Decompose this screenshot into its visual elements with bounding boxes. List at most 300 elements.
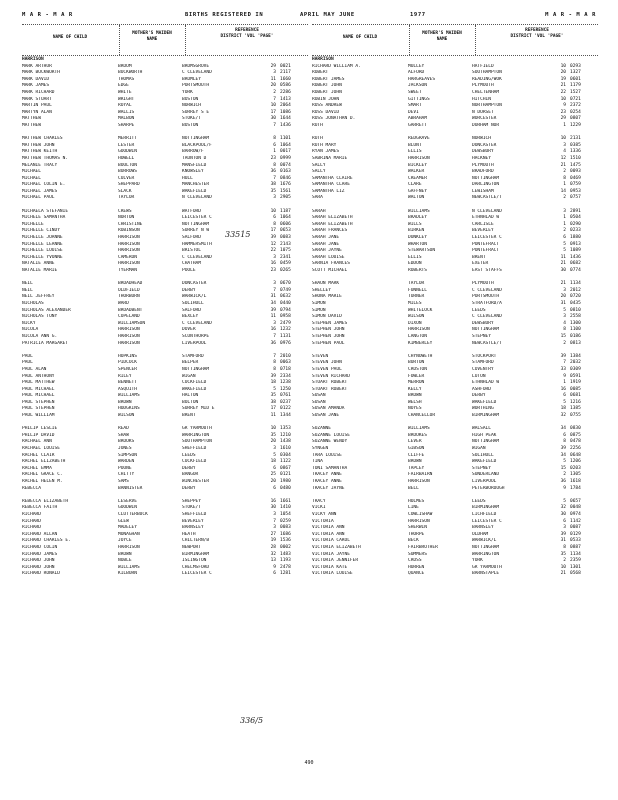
mothers-maiden-name: CREAMER [408,175,427,181]
header-year: 1977 [410,12,426,18]
child-name: SALLY [312,169,326,175]
mothers-maiden-name: NOBLE [118,558,132,564]
volume: 5 [273,452,276,458]
page: 1101 [280,136,291,142]
entry-row [22,472,312,479]
mothers-maiden-name: WILSON [118,413,135,419]
district: GR YARMOUTH [472,564,502,570]
page: 2010 [280,353,291,359]
entry-row [312,512,602,519]
district: ISLINGTON [182,558,207,564]
mothers-maiden-name: EDGE [118,83,129,89]
page: 0504 [570,215,581,221]
volume: 34 [560,452,566,458]
child-name: PHILIP LESLIE [22,426,58,432]
district: DERBY [182,287,196,293]
entry-row [22,70,312,77]
child-name: SARNIA FRANCES [312,261,350,267]
child-name: SAMANTHA LIZ [312,188,345,194]
entry-row [22,83,312,90]
district: COVENTRY [472,366,494,372]
page: 1384 [570,353,581,359]
page: 0017 [280,149,291,155]
district: DARLINGTON [472,182,500,188]
page: 1618 [570,479,581,484]
page: 0186 [570,333,581,339]
volume: 7 [273,353,276,359]
page: 0632 [280,294,291,300]
page: 2372 [570,103,581,109]
row-spacer [22,275,312,282]
volume: 3 [273,195,276,201]
page: 0670 [280,281,291,287]
volume: 7 [273,96,276,102]
mothers-maiden-name: HARRISON [118,248,140,254]
child-name: MICHAEL PAUL [22,195,55,201]
district: READING/WOK [472,76,502,82]
mothers-maiden-name: MULLEY [408,63,425,69]
volume: 18 [270,459,276,465]
child-name: RICHARD [22,518,41,524]
child-name: SUSAN [312,399,326,405]
page: 0087 [570,525,581,531]
mothers-maiden-name: HARRISON [118,544,140,550]
volume: 6 [563,432,566,438]
district: LEICESTER C [472,518,502,524]
page: 2032 [570,360,581,366]
district: YORK [472,558,483,564]
mothers-maiden-name: READ [118,426,129,432]
mothers-maiden-name: MERRITT [118,136,137,142]
mothers-maiden-name: ABRAHAM [408,116,427,122]
district: BEVERLEY [182,518,204,524]
mothers-maiden-name: KELLY [408,386,422,392]
child-name: SAMANTHA CLAIRE [312,175,353,181]
page: 0533 [570,538,581,544]
mothers-maiden-name: BANNISTER [118,485,143,491]
page: 1660 [280,76,291,82]
surname: HARRISON [22,57,44,62]
volume: 8 [563,327,566,333]
mothers-maiden-name: BROOM [118,63,132,69]
volume: 23 [560,109,566,115]
entry-row [312,314,602,321]
mothers-maiden-name: CHANCELLOR [408,413,436,419]
mothers-maiden-name: FOWLER [408,373,425,379]
child-name: SARAH ELIZABETH [312,221,353,227]
child-name: TRACEY ANNE [312,472,342,478]
district: EXETER [472,261,489,267]
page: 0657 [570,498,581,504]
volume: 1 [563,182,566,188]
volume: 3 [273,320,276,326]
district: BARNSLEY [182,525,204,531]
mothers-maiden-name: WHARTON [408,241,427,247]
district: NORWICH [182,103,201,109]
mothers-maiden-name: HARRISON [118,241,140,247]
mothers-maiden-name: MILES [408,300,422,306]
volume: 19 [270,538,276,544]
volume: 5 [273,386,276,392]
volume: 39 [560,531,566,537]
district: LUTON [472,373,486,379]
entry-row [22,149,312,156]
volume: 38 [270,399,276,405]
entry-row [312,459,602,466]
entry-row [312,83,602,90]
district: DURHAM NOR [472,122,500,128]
page: 2064 [280,103,291,109]
volume: 21 [560,83,566,89]
mothers-maiden-name: TYERMAN [118,268,137,273]
mothers-maiden-name: BUCKWORTH [118,70,143,76]
entry-row [312,169,602,176]
mothers-maiden-name: SHERWIN [408,525,427,531]
district: STEPNEY [472,465,491,471]
entry-row [312,123,602,130]
page: 1281 [280,571,291,577]
page: 0846 [280,175,291,181]
volume: 2 [563,472,566,478]
volume: 9 [563,103,566,109]
district: BARROW/F [182,149,204,155]
entry-row [22,433,312,440]
entry-row [312,486,602,493]
district: BELPER [182,360,199,366]
mothers-maiden-name: BROADHEAD [118,281,143,287]
volume: 27 [270,531,276,537]
entry-row [22,294,312,301]
entry-row [22,565,312,572]
child-name: MICHAEL [22,175,41,181]
col-name-of-child: NAME OF CHILD [342,35,378,40]
mothers-maiden-name: GAFFNEY [408,188,427,194]
col-mothers-maiden-line1: MOTHER'S MAIDEN [422,31,462,36]
child-name: RACHAEL LOUISE [22,446,60,452]
district: SURREY N W [182,228,210,234]
child-name: VICTORIA JAYNE [312,551,350,557]
mothers-maiden-name: EDDON [408,261,422,267]
entry-row [22,242,312,249]
page: 1344 [280,413,291,419]
entry-row [312,288,602,295]
district: BARNSTAPLE [472,571,500,577]
page: 1436 [570,254,581,260]
page-number: 490 [304,760,314,766]
entry-row [22,406,312,413]
child-name: PAUL STEPHEN [22,406,55,412]
district: PONTEFRACT [472,241,500,247]
child-name: VICTORIA [312,518,334,524]
district: CHELTENHAM [472,89,500,95]
child-name: SARAH LOUISE [312,254,345,260]
mothers-maiden-name: CROSTON [408,366,427,372]
volume: 7 [273,287,276,293]
entry-row [22,143,312,150]
page: 0953 [570,188,581,194]
entry-row [22,255,312,262]
page: 1676 [280,182,291,188]
district: WARRINGTON [182,432,210,438]
child-name: VICTORIA JENNIFER [312,558,359,564]
mothers-maiden-name: GLEW [118,518,129,524]
district: C CLEVELAND [182,70,212,76]
volume: 8 [273,221,276,227]
mothers-maiden-name: HARRISON [118,340,140,346]
district: DONCASTER [182,281,207,287]
child-name: SARA [312,195,323,201]
child-name: RUTH [312,122,323,128]
district: HAMMERSMITH [182,241,212,247]
mothers-maiden-name: LINE [408,505,419,511]
page: 1980 [280,479,291,484]
entry-row [22,459,312,466]
entry-row [312,90,602,97]
page: 0867 [280,465,291,471]
page: 1232 [280,327,291,333]
district: WARWICK/L [472,538,497,544]
volume: 10 [270,426,276,432]
district: LIVERPOOL [472,479,497,484]
district: CHATHAM [182,261,201,267]
entry-row [22,169,312,176]
child-name: MICHAEL COLIN E. [22,182,66,188]
volume: 21 [560,571,566,577]
child-name: PATRICIA MARGARET [22,340,69,346]
district: BRENT [182,413,196,419]
volume: 6 [563,393,566,399]
child-name: MARTYN ALAN [22,109,52,115]
entries-right-column [312,57,602,578]
page: 1122 [280,459,291,465]
child-name: MARK DAVID [22,76,50,82]
volume: 3 [563,287,566,293]
mothers-maiden-name: BURROWS [118,169,137,175]
child-name: RICHARD ALLAN [22,531,58,537]
volume: 11 [270,76,276,82]
entry-row [312,472,602,479]
volume: 10 [270,103,276,109]
district: WAKEFIELD [472,399,497,405]
child-name: PAUL STEPHEN [22,399,55,405]
volume: 8 [563,175,566,181]
district: EAST STAFFS [472,268,502,273]
district: SURREY S E [182,109,210,115]
entry-row [312,281,602,288]
mothers-maiden-name: WHITELOCK [408,307,433,313]
entries-left-column [22,57,312,578]
volume: 12 [560,155,566,161]
page: 0601 [570,76,581,82]
district: SHEPPEY [182,498,201,504]
district: DOVER [182,327,196,333]
entry-row [22,354,312,361]
entry-row [22,163,312,170]
child-name: SCOTT MICHAEL [312,268,348,273]
mothers-maiden-name: BROOKS [118,439,135,445]
mothers-maiden-name: BROWN [408,393,422,399]
page: 1353 [280,426,291,432]
page: 0063 [280,360,291,366]
page: 2479 [280,320,291,326]
volume: 2 [273,89,276,95]
mothers-maiden-name: CAMERON [118,254,137,260]
child-name: SARAH JANE [312,235,340,241]
district: SHEFFIELD [182,446,207,452]
child-name: STEPHEN JOHN [312,327,345,333]
child-name: PAUL MATTHEW [22,380,55,386]
entry-row [312,215,602,222]
mothers-maiden-name: KILBURN [118,571,137,577]
mothers-maiden-name: BROOKES [408,432,427,438]
col-district-label: DISTRICT [510,33,532,39]
child-name: SARAH JAYNE [312,248,342,254]
mothers-maiden-name: CHRISTINE [118,221,143,227]
child-name: MICHELLE JOANNE [22,235,63,241]
volume: 31 [560,300,566,306]
mothers-maiden-name: WARDEN [118,459,135,465]
volume: 6 [563,235,566,241]
volume: 2 [563,195,566,201]
child-name: RICHARD [22,511,41,517]
district: LEWISHAM [472,188,494,194]
entry-row [312,149,602,156]
mothers-maiden-name: BLUNT [408,142,422,148]
child-name: VICTORIA ANN [312,531,345,537]
entry-row [312,446,602,453]
volume: 10 [560,96,566,102]
page: 0265 [280,268,291,273]
entry-row [312,110,602,117]
volume: 2 [563,169,566,175]
entry-row [22,334,312,341]
mothers-maiden-name: DIXON [408,320,422,326]
mothers-maiden-name: REDGRAVE [408,136,430,142]
child-name: ROSS JONATHAN D. [312,116,356,122]
entry-row [22,176,312,183]
child-name: STEPHEN JOHN [312,333,345,339]
page: 0813 [570,340,581,346]
col-reference: REFERENCE DISTRICT 'VOL 'PAGE' [220,28,274,39]
page: 1686 [280,531,291,537]
mothers-maiden-name: STEWARTSON [408,248,436,254]
volume: 1 [563,380,566,386]
mothers-maiden-name: GITTINGS [408,96,430,102]
entry-row [22,288,312,295]
page: 2905 [280,195,291,201]
entry-row [22,426,312,433]
page: 0761 [280,393,291,399]
page: 1475 [570,162,581,168]
district: GR YARMOUTH [182,426,212,432]
page: 0913 [570,241,581,247]
volume: 5 [563,241,566,247]
volume: 21 [560,162,566,168]
volume: 5 [563,459,566,465]
entry-row [312,552,602,559]
district: SALFORD [182,235,201,241]
entry-row [312,136,602,143]
volume: 7 [563,360,566,366]
entry-row [312,545,602,552]
entry-row [312,538,602,545]
volume: 17 [270,109,276,115]
volume: 34 [560,426,566,432]
volume: 8 [563,439,566,445]
page: 1064 [280,142,291,148]
child-name: MARK JAMES [22,83,50,89]
mothers-maiden-name: JACKSON [408,83,427,89]
child-name: SHAUN MARK [312,281,340,287]
district: BIRMINGHAM [472,413,500,419]
page: 0129 [570,531,581,537]
entry-row [312,97,602,104]
entry-row [312,571,602,578]
page: 0807 [570,116,581,122]
page: 1561 [280,188,291,194]
child-name: NEIL [22,287,33,293]
district: WAKEFIELD [472,459,497,465]
district: PORTSMOUTH [182,83,210,89]
volume: 21 [560,261,566,267]
entry-row [22,327,312,334]
entry-row [312,354,602,361]
volume: 3 [273,70,276,76]
page: 1142 [570,518,581,524]
page: 0304 [280,452,291,458]
entry-row [22,552,312,559]
child-name: VICTORIA KATE [312,564,348,570]
district: LEICESTER C [182,215,212,221]
col-reference: REFERENCE DISTRICT 'VOL 'PAGE' [510,28,564,39]
child-name: SUSAN JANE [312,413,340,419]
page: 1510 [570,155,581,161]
volume: 23 [270,155,276,161]
child-name: REBECCA [22,485,41,491]
page: 2117 [280,70,291,76]
entry-row [22,103,312,110]
district: BEXLEY [182,314,199,320]
col-page-label: PAGE [260,33,271,39]
page: 0749 [280,287,291,293]
mothers-maiden-name: CREWS [118,208,132,214]
page: 0974 [570,511,581,517]
page: 1301 [570,564,581,570]
mothers-maiden-name: BROWN [118,551,132,557]
volume: 3 [563,142,566,148]
mothers-maiden-name: COPELAND [118,314,140,320]
volume: 7 [273,518,276,524]
entry-row [22,374,312,381]
child-name: SARAH FRANCES [312,228,348,234]
mothers-maiden-name: LESTER [118,142,135,148]
district: SOUTHAMPTON [472,70,502,76]
district: C CLEVELAND [182,254,212,260]
district: BRADFORD [472,169,494,175]
row-spacer [22,420,312,427]
mothers-maiden-name: WILLIAMS [118,564,140,570]
page: 0093 [570,169,581,175]
volume: 17 [270,406,276,412]
col-mothers-maiden-line2: NAME [146,36,158,42]
child-name: PAUL [22,353,33,359]
district: DEWSBURY [472,149,494,155]
mothers-maiden-name: THOMAS [118,76,135,82]
child-name: STEVEN [312,353,329,359]
child-name: MATTHEW THOMAS N. [22,155,69,161]
child-name: RICHARD JAMES [22,551,58,557]
page: 0083 [280,235,291,241]
